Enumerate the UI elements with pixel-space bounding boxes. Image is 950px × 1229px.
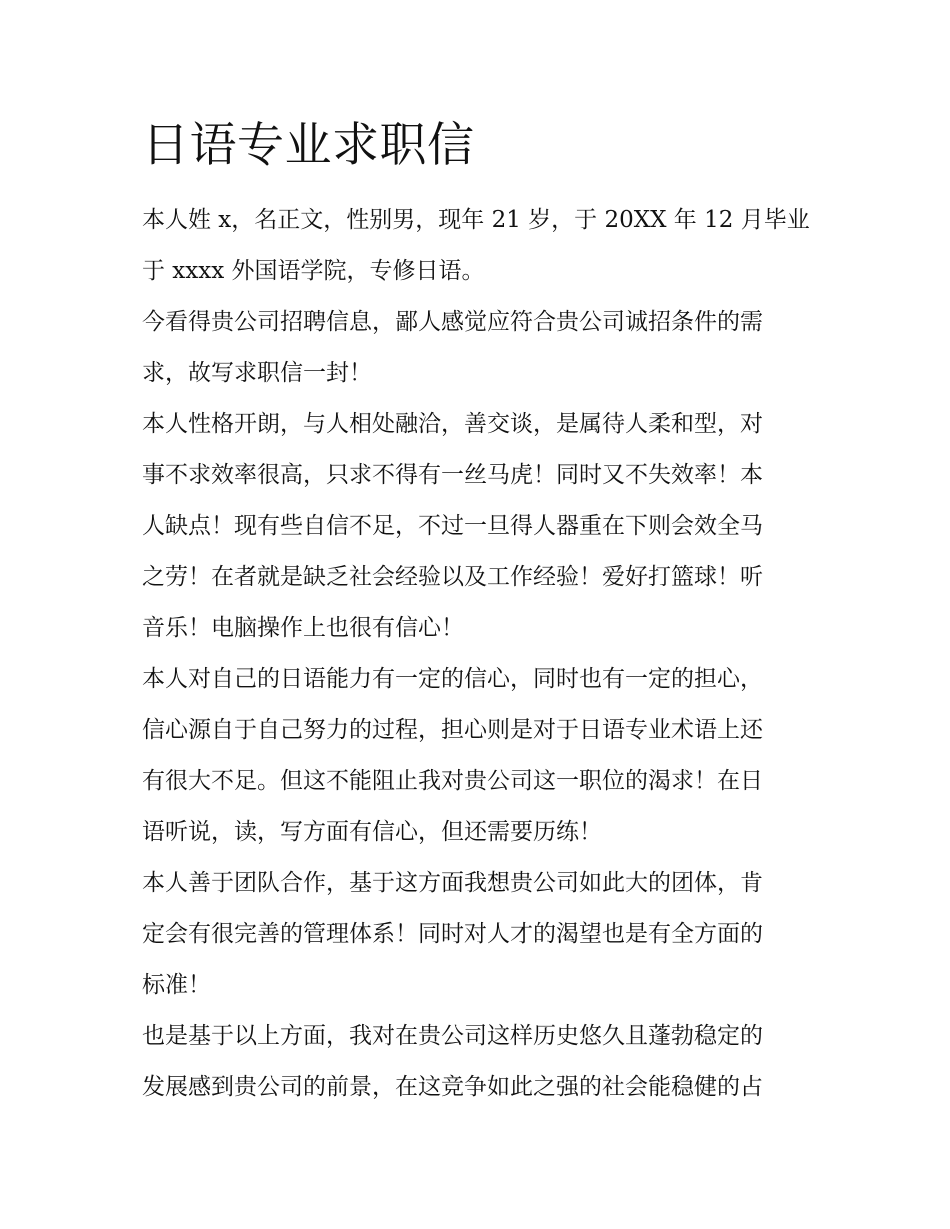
body-line: 有很大不足。但这不能阻止我对贵公司这一职位的渴求！在日	[142, 768, 763, 794]
document-body	[142, 195, 812, 1113]
body-line: 本人姓 x，名正文，性别男，现年 21 岁，于 20XX 年 12 月毕业	[142, 207, 810, 233]
body-line: 音乐！电脑操作上也很有信心！	[142, 615, 464, 641]
body-line: 语听说，读，写方面有信心，但还需要历练！	[142, 819, 602, 845]
body-line: 信心源自于自己努力的过程，担心则是对于日语专业术语上还	[142, 717, 763, 743]
body-line: 于 xxxx 外国语学院，专修日语。	[142, 258, 485, 284]
body-line: 发展感到贵公司的前景，在这竞争如此之强的社会能稳健的占	[142, 1074, 763, 1100]
body-line: 本人对自己的日语能力有一定的信心，同时也有一定的担心，	[142, 666, 763, 692]
body-line: 事不求效率很高，只求不得有一丝马虎！同时又不失效率！本	[142, 462, 763, 488]
body-line: 今看得贵公司招聘信息，鄙人感觉应符合贵公司诚招条件的需	[142, 309, 763, 335]
document-title: 日语专业求职信	[142, 118, 475, 173]
body-line: 定会有很完善的管理体系！同时对人才的渴望也是有全方面的	[142, 921, 763, 947]
body-line: 本人性格开朗，与人相处融洽，善交谈，是属待人柔和型，对	[142, 411, 763, 437]
body-line: 人缺点！现有些自信不足，不过一旦得人器重在下则会效全马	[142, 513, 763, 539]
body-line: 也是基于以上方面，我对在贵公司这样历史悠久且蓬勃稳定的	[142, 1023, 763, 1049]
body-line: 求，故写求职信一封！	[142, 360, 372, 386]
body-line: 本人善于团队合作，基于这方面我想贵公司如此大的团体，肯	[142, 870, 763, 896]
body-line: 标准！	[142, 972, 211, 998]
body-line: 之劳！在者就是缺乏社会经验以及工作经验！爱好打篮球！听	[142, 564, 763, 590]
